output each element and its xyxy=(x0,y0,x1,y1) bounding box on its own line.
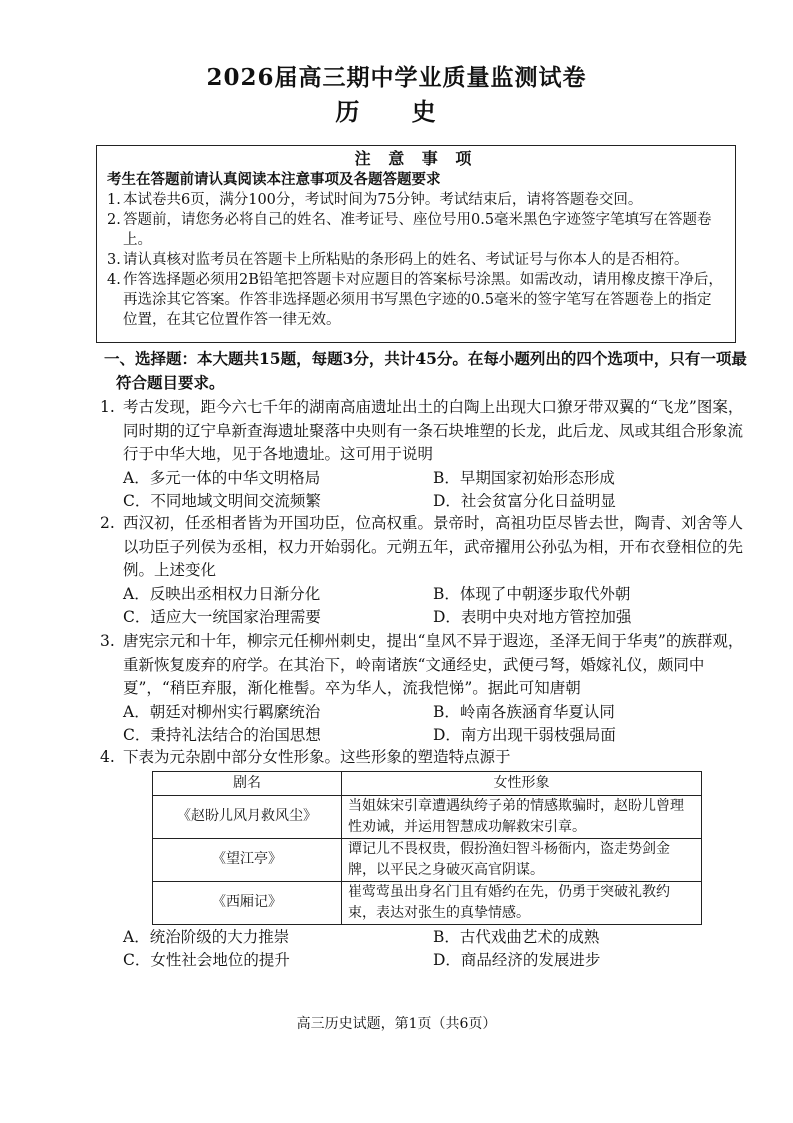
option-b[interactable]: B．体现了中朝逐步取代外朝 xyxy=(433,584,631,603)
question-number: 4. xyxy=(100,748,115,766)
notice-box xyxy=(96,145,736,343)
notice-heading: 注 意 事 项 xyxy=(354,149,478,168)
table-header: 女性形象 xyxy=(342,771,702,795)
subject-title: 历 史 xyxy=(335,97,458,126)
option-c[interactable]: C．秉持礼法结合的治国思想 xyxy=(123,726,321,744)
question-3 xyxy=(100,630,744,748)
notice-item xyxy=(107,270,725,330)
notice-item xyxy=(107,250,725,270)
drama-name: 《西厢记》 xyxy=(153,881,342,924)
option-d[interactable]: D．商品经济的发展进步 xyxy=(433,951,601,969)
option-d[interactable]: D．南方出现干弱枝强局面 xyxy=(433,726,616,744)
table-header: 剧名 xyxy=(153,771,342,795)
notice-item-number: 1. xyxy=(107,192,121,208)
notice-item-text: 作答选择题必须用2B铅笔把答题卡对应题目的答案标号涂黑。如需改动，请用橡皮擦干净后，再选涂其它答案。作答非选择题必须用书写黑色字迹的0.5毫米的签字笔写在答题卷上的指定位置，在其它位置作答一律无效。 xyxy=(123,272,723,328)
option-a[interactable]: A．统治阶级的大力推崇 xyxy=(123,927,290,946)
option-c[interactable]: C．适应大一统国家治理需要 xyxy=(123,608,321,626)
table-row xyxy=(153,795,702,838)
section-heading: 一、选择题：本大题共15题，每题3分，共计45分。在每小题列出的四个选项中，只有一项最符合题目要求。 xyxy=(104,349,747,392)
option-c[interactable]: C．不同地域文明间交流频繁 xyxy=(123,492,321,510)
question-number: 3. xyxy=(100,632,115,650)
table-header-row xyxy=(153,771,702,795)
notice-item-text: 请认真核对监考员在答题卡上所粘贴的条形码上的姓名、考试证号与你本人的是否相符。 xyxy=(123,252,689,268)
notice-item xyxy=(107,190,725,210)
drama-name: 《望江亭》 xyxy=(153,838,342,881)
question-stem: 考古发现，距今六七千年的湖南高庙遗址出土的白陶上出现大口獠牙带双翼的“飞龙”图案，同时期的辽宁阜新查海遗址聚落中央则有一条石块堆塑的长龙，此后龙、凤或其组合形象流行于中华大地，见于各地遗址。这可用于说明 xyxy=(123,398,744,463)
female-image: 崔莺莺虽出身名门且有婚约在先，仍勇于突破礼教约束，表达对张生的真挚情感。 xyxy=(342,881,702,924)
option-a[interactable]: A．反映出丞相权力日渐分化 xyxy=(123,584,321,603)
option-c[interactable]: C．女性社会地位的提升 xyxy=(123,951,290,969)
question-1 xyxy=(100,396,744,514)
notice-item xyxy=(107,210,725,250)
option-list xyxy=(104,467,744,514)
option-list xyxy=(104,926,744,973)
page-footer: 高三历史试题，第1页（共6页） xyxy=(296,1016,497,1032)
question-2 xyxy=(100,512,744,630)
exam-title: 2026届高三期中学业质量监测试卷 xyxy=(206,64,587,91)
female-image: 谭记儿不畏权贵，假扮渔妇智斗杨衙内，盗走势剑金牌，以平民之身破灭高官阴谋。 xyxy=(342,838,702,881)
question-stem: 下表为元杂剧中部分女性形象。这些形象的塑造特点源于 xyxy=(123,748,511,766)
drama-name: 《赵盼儿风月救风尘》 xyxy=(153,795,342,838)
notice-item-text: 本试卷共6页，满分100分，考试时间为75分钟。考试结束后，请将答题卷交回。 xyxy=(123,192,643,208)
option-b[interactable]: B．早期国家初始形态形成 xyxy=(433,468,615,487)
option-d[interactable]: D．社会贫富分化日益明显 xyxy=(433,492,616,510)
option-b[interactable]: B．岭南各族涵育华夏认同 xyxy=(433,702,615,721)
notice-intro: 考生在答题前请认真阅读本注意事项及各题答题要求 xyxy=(107,171,441,188)
notice-item-number: 4. xyxy=(107,272,121,288)
question-number: 1. xyxy=(100,398,115,416)
question-stem: 西汉初，任丞相者皆为开国功臣，位高权重。景帝时，高祖功臣尽皆去世，陶青、刘舍等人以功臣子列侯为丞相，权力开始弱化。元朔五年，武帝擢用公孙弘为相，开布衣登相位的先例。上述变化 xyxy=(123,514,744,579)
notice-item-text: 答题前，请您务必将自己的姓名、准考证号、座位号用0.5毫米黑色字迹签字笔填写在答题卷上。 xyxy=(123,212,712,248)
notice-item-number: 3. xyxy=(107,252,121,268)
option-b[interactable]: B．古代戏曲艺术的成熟 xyxy=(433,927,600,946)
drama-table xyxy=(152,771,702,925)
option-list xyxy=(104,701,744,748)
table-row xyxy=(153,881,702,924)
option-a[interactable]: A．多元一体的中华文明格局 xyxy=(123,468,321,487)
option-a[interactable]: A．朝廷对柳州实行羁縻统治 xyxy=(123,702,321,721)
question-4 xyxy=(100,746,744,973)
notice-item-number: 2. xyxy=(107,212,121,228)
question-number: 2. xyxy=(100,514,115,532)
table-row xyxy=(153,838,702,881)
question-stem: 唐宪宗元和十年，柳宗元任柳州刺史，提出“皇风不异于遐迩，圣泽无间于华夷”的族群观，重新恢复废弃的府学。在其治下，岭南诸族“文通经史，武便弓弩，婚嫁礼仪，颇同中夏”，“稍臣弃服，渐化椎髻。卒为华人，流我恺悌”。据此可知唐朝 xyxy=(123,632,744,697)
option-list xyxy=(104,583,744,630)
option-d[interactable]: D．表明中央对地方管控加强 xyxy=(433,608,632,626)
female-image: 当姐妹宋引章遭遇纨绔子弟的情感欺骗时，赵盼儿曾理性劝诫，并运用智慧成功解救宋引章。 xyxy=(342,795,702,838)
